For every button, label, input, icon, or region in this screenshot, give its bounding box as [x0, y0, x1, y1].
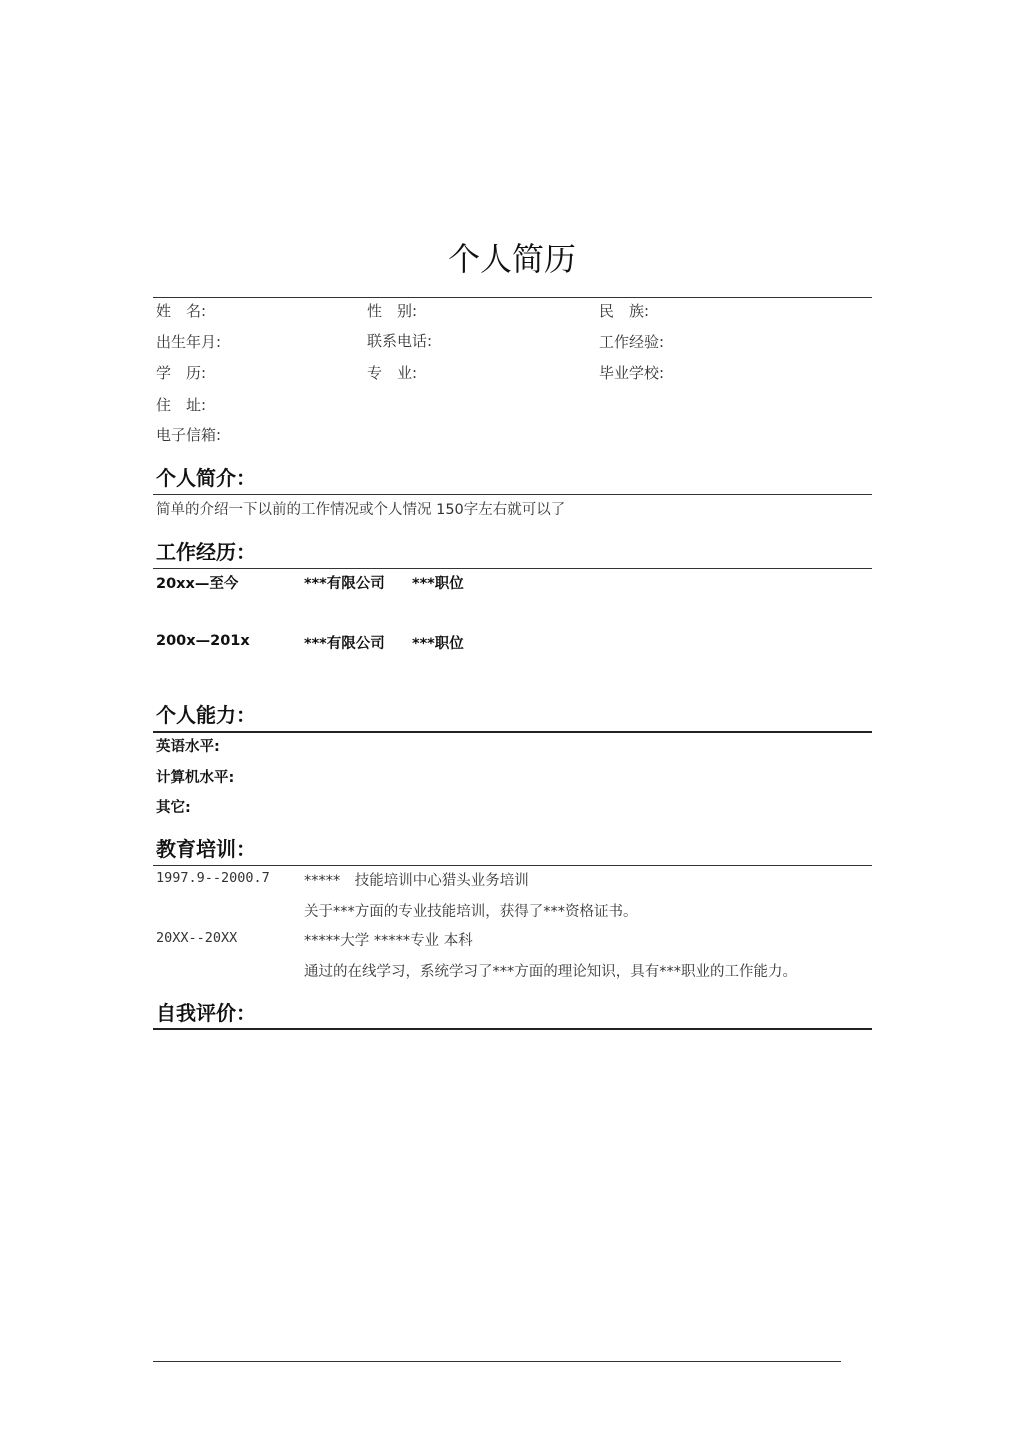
title-divider [153, 297, 872, 298]
edu-title: *****大学 *****专业 本科 [304, 933, 473, 949]
profile-text: 简单的介绍一下以前的工作情况或个人情况 150字左右就可以了 [156, 502, 566, 518]
field-work-experience: 工作经验: [599, 333, 665, 351]
edu-description: 关于***方面的专业技能培训，获得了***资格证书。 [304, 904, 638, 920]
section-heading-skills: 个人能力： [156, 703, 256, 727]
self-evaluation-divider [153, 1028, 872, 1030]
work-company: ***有限公司 [304, 576, 385, 592]
field-education: 学 历: [156, 364, 207, 382]
skill-computer: 计算机水平: [156, 770, 235, 786]
section-heading-profile: 个人简介： [156, 466, 256, 490]
skill-other: 其它: [156, 800, 191, 816]
field-address: 住 址: [156, 396, 207, 414]
field-birth: 出生年月: [156, 333, 222, 351]
edu-title: ***** 技能培训中心猎头业务培训 [304, 873, 529, 889]
work-company: ***有限公司 [304, 636, 385, 652]
field-phone: 联系电话: [367, 332, 433, 350]
work-position: ***职位 [412, 576, 464, 592]
work-divider [153, 568, 872, 569]
footer-divider [153, 1361, 841, 1362]
field-major: 专 业: [367, 364, 418, 382]
education-divider [153, 865, 872, 866]
edu-period: 1997.9--2000.7 [156, 870, 270, 886]
field-school: 毕业学校: [599, 364, 665, 382]
work-position: ***职位 [412, 636, 464, 652]
section-heading-education: 教育培训： [156, 837, 256, 861]
section-heading-work: 工作经历： [156, 540, 256, 564]
skills-divider [153, 731, 872, 733]
work-period: 20xx—至今 [156, 576, 239, 592]
profile-divider [153, 494, 872, 495]
edu-period: 20XX--20XX [156, 930, 238, 946]
field-email: 电子信箱: [156, 426, 222, 444]
skill-english: 英语水平: [156, 739, 220, 755]
section-heading-self-evaluation: 自我评价： [156, 1001, 256, 1025]
field-gender: 性 别: [367, 302, 418, 320]
work-period: 200x—201x [156, 633, 250, 649]
edu-description: 通过的在线学习，系统学习了***方面的理论知识，具有***职业的工作能力。 [304, 964, 797, 980]
field-ethnicity: 民 族: [599, 302, 650, 320]
field-name: 姓 名: [156, 302, 207, 320]
page-title: 个人简历 [447, 240, 576, 278]
